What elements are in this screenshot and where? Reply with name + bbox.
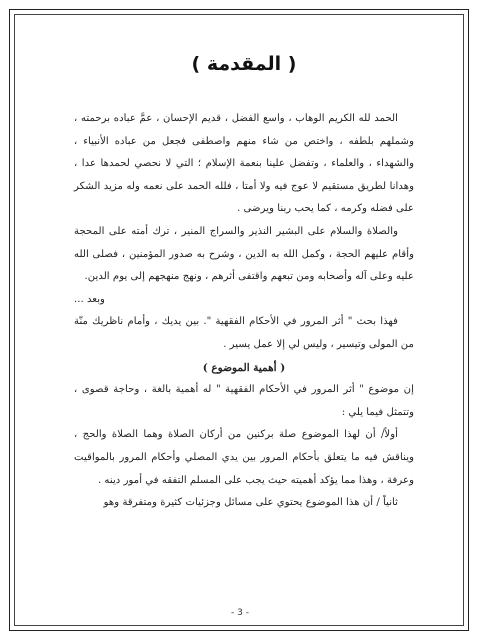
page-content — [74, 40, 414, 515]
page-number: - 3 - — [231, 608, 249, 618]
paragraph-salutation: والصلاة والسلام على البشير النذير والسراج المنير ، ترك أمته على المحجة وأقام عليهم الحجة ، وكمل الله به الدين ، وشرح به صدور المؤمنين ، فصلى الله عليه وعلى آله وأصحابه ومن تبعهم واقتفى أثرهم ، ونهج منهجهم إلى يوم الدين. — [74, 225, 414, 283]
paragraph-importance: إن موضوع " أثر المرور في الأحكام الفقهية " له أهمية بالغة ، وحاجة قصوى ، وتتمثل فيما يلي : — [74, 384, 414, 418]
page-title: ( المقدمة ) — [191, 53, 297, 75]
paragraph-praise: الحمد لله الكريم الوهاب ، واسع الفضل ، قديم الإحسان ، عمَّ عباده برحمته ، وشملهم بلطفه ، واختص من شاء منهم واصطفى فجعل من عباده الأنبياء ، والشهداء ، والعلماء ، وتفضل علينا بنعمة الإسلام ؛ التي لا نحصي لحمدها عدا ، وهدانا لطريق مستقيم لا عوج فيه ولا أمتا ، فلله الحمد على نعمه وله مزيد الشكر على فضله وكرمه ، كما يحب ربنا ويرضى . — [74, 113, 414, 215]
section-heading: ( أهمية الموضوع ) — [202, 361, 286, 374]
point-first: أولاً/ أن لهذا الموضوع صلة بركنين من أركان الصلاة وهما الصلاة والحج ، ويناقش فيه ما يتعلق بأحكام المرور بين يدي المصلي وأحكام المرور بالمواقيت وعرفة ، وهذا مما يؤكد أهميته حيث يجب على المسلم التفقه في أمور دينه . — [74, 429, 414, 486]
closing-line — [74, 289, 414, 312]
closing-text: وبعد ... — [74, 293, 105, 305]
point-second: ثانياً / أن هذا الموضوع يحتوي على مسائل وجزئيات كثيرة ومتفرقة وهو — [103, 497, 398, 509]
paragraph-intro: فهذا بحث " أثر المرور في الأحكام الفقهية ". بين يديك ، وأمام ناظريك منّة من المولى وتيسير ، وليس لي إلا عمل يسير . — [74, 316, 414, 350]
